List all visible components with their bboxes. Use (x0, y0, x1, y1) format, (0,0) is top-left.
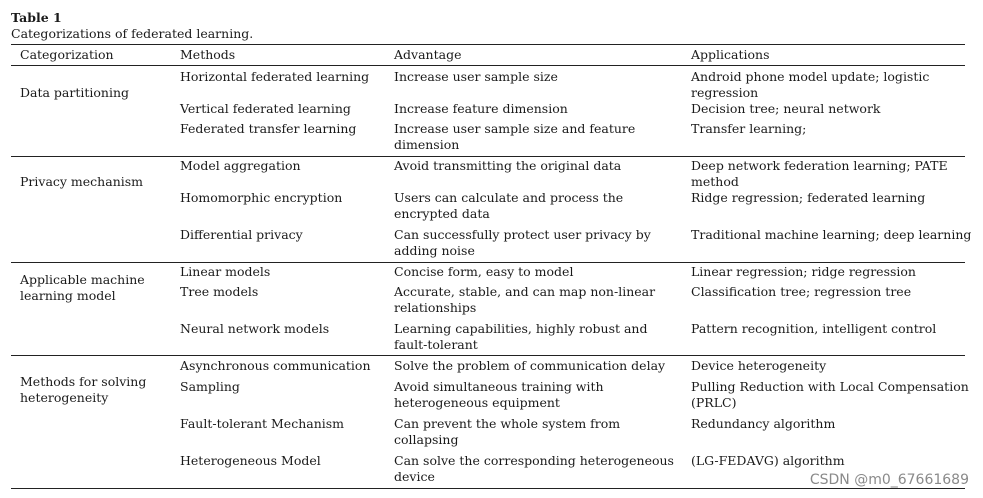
applications-cell: Pulling Reduction with Local Compensation (691, 379, 969, 394)
applications-cell: Transfer learning; (691, 121, 807, 136)
advantage-cell: Avoid transmitting the original data (394, 158, 622, 173)
advantage-cell: Concise form, easy to model (394, 264, 574, 279)
advantage-cell: dimension (394, 137, 460, 152)
method-cell: Tree models (180, 284, 259, 299)
applications-cell: Pattern recognition, intelligent control (691, 321, 937, 336)
category-cell: Data partitioning (20, 85, 130, 100)
csdn-watermark: CSDN @m0_67661689 (809, 472, 969, 488)
header-advantage: Advantage (394, 47, 462, 62)
method-cell: Federated transfer learning (180, 121, 357, 136)
method-cell: Horizontal federated learning (180, 69, 370, 84)
table-caption (11, 10, 253, 42)
header-categorization: Categorization (20, 47, 114, 62)
advantage-cell: Learning capabilities, highly robust and (394, 321, 648, 336)
category-cell: heterogeneity (20, 390, 109, 405)
header-rule (11, 65, 965, 66)
applications-cell: Classification tree; regression tree (691, 284, 912, 299)
applications-cell: Device heterogeneity (691, 358, 827, 373)
advantage-cell: Increase user sample size and feature (394, 121, 636, 136)
advantage-cell: collapsing (394, 432, 459, 447)
applications-cell: Android phone model update; logistic (691, 69, 930, 84)
advantage-cell: adding noise (394, 243, 475, 258)
advantage-cell: device (394, 469, 435, 484)
advantage-cell: Accurate, stable, and can map non-linear (394, 284, 656, 299)
advantage-cell: Solve the problem of communication delay (394, 358, 666, 373)
method-cell: Asynchronous communication (180, 358, 371, 373)
header-methods: Methods (180, 47, 236, 62)
method-cell: Linear models (180, 264, 271, 279)
method-cell: Neural network models (180, 321, 330, 336)
applications-cell: Traditional machine learning; deep learning (691, 227, 972, 242)
advantage-cell: heterogeneous equipment (394, 395, 560, 410)
applications-cell: Deep network federation learning; PATE (691, 158, 948, 173)
bottom-rule (11, 488, 965, 489)
table-label: Table 1 (11, 10, 62, 25)
applications-cell: Linear regression; ridge regression (691, 264, 916, 279)
advantage-cell: Can successfully protect user privacy by (394, 227, 651, 242)
method-cell: Heterogeneous Model (180, 453, 321, 468)
category-cell: Applicable machine (20, 272, 145, 287)
method-cell: Sampling (180, 379, 240, 394)
applications-cell: (PRLC) (691, 395, 737, 410)
header-applications: Applications (691, 47, 770, 62)
group-rule (11, 156, 965, 157)
category-cell: learning model (20, 288, 116, 303)
advantage-cell: fault-tolerant (394, 337, 478, 352)
applications-cell: regression (691, 85, 759, 100)
top-rule (11, 44, 965, 45)
advantage-cell: Can solve the corresponding heterogeneous (394, 453, 674, 468)
method-cell: Homomorphic encryption (180, 190, 343, 205)
group-rule (11, 262, 965, 263)
applications-cell: Ridge regression; federated learning (691, 190, 926, 205)
applications-cell: (LG-FEDAVG) algorithm (691, 453, 845, 468)
advantage-cell: relationships (394, 300, 477, 315)
applications-cell: Decision tree; neural network (691, 101, 881, 116)
group-rule (11, 355, 965, 356)
category-cell: Methods for solving (20, 374, 147, 389)
advantage-cell: Increase user sample size (394, 69, 558, 84)
advantage-cell: Can prevent the whole system from (394, 416, 621, 431)
applications-cell: Redundancy algorithm (691, 416, 836, 431)
advantage-cell: Increase feature dimension (394, 101, 568, 116)
advantage-cell: Users can calculate and process the (394, 190, 624, 205)
applications-cell: method (691, 174, 739, 189)
method-cell: Differential privacy (180, 227, 303, 242)
method-cell: Vertical federated learning (180, 101, 351, 116)
method-cell: Fault-tolerant Mechanism (180, 416, 345, 431)
category-cell: Privacy mechanism (20, 174, 144, 189)
advantage-cell: Avoid simultaneous training with (394, 379, 604, 394)
method-cell: Model aggregation (180, 158, 301, 173)
advantage-cell: encrypted data (394, 206, 490, 221)
table-title: Categorizations of federated learning. (11, 26, 254, 41)
